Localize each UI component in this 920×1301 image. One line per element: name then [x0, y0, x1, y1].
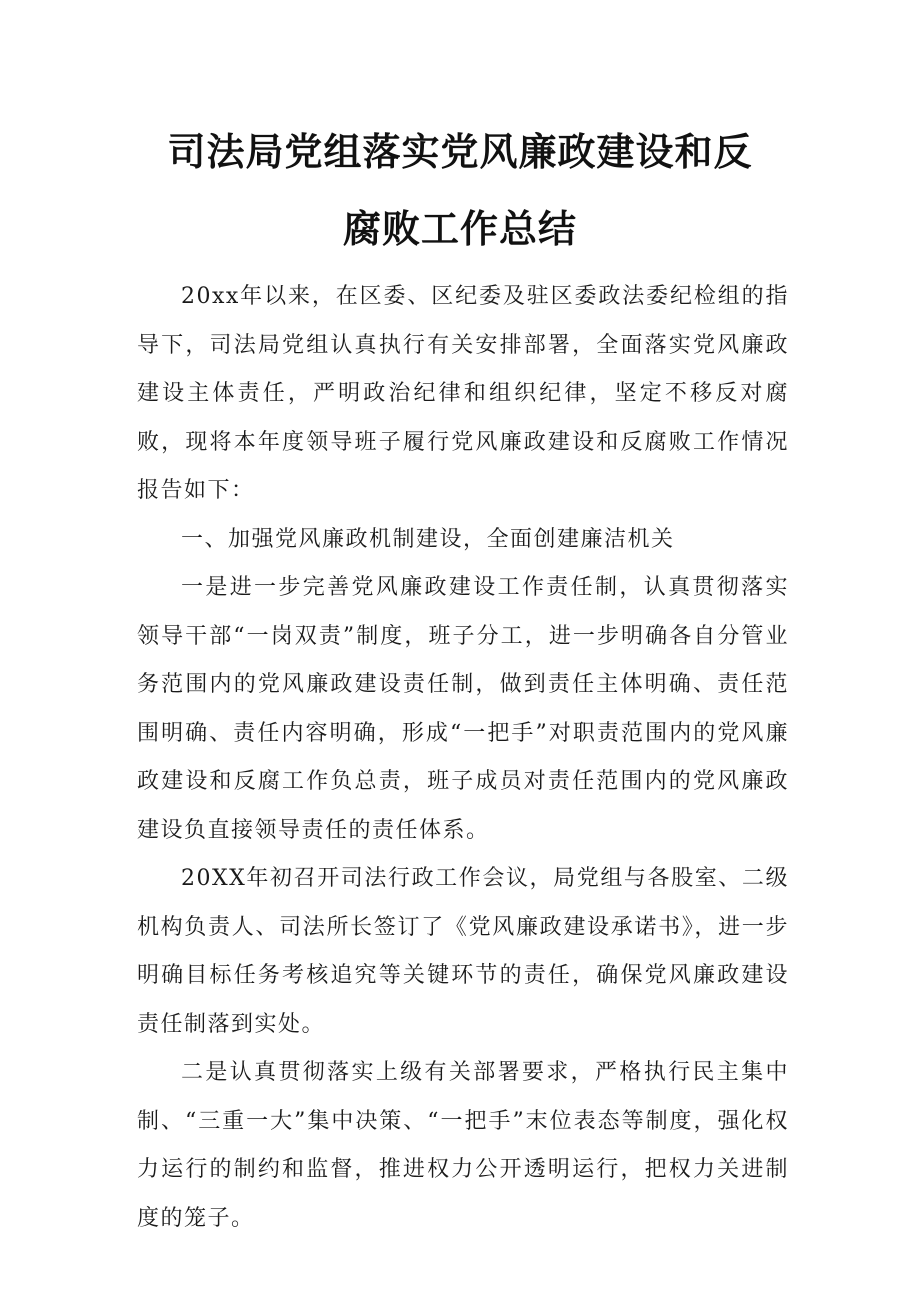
paragraph-point-1: 一是进一步完善党风廉政建设工作责任制，认真贯彻落实领导干部“一岗双责”制度，班子分工，进一步明确各自分管业务范围内的党风廉政建设责任制，做到责任主体明确、责任范围明确、责任内容明确，形成“一把手”对职责范围内的党风廉政建设和反腐工作负总责，班子成员对责任范围内的党风廉政建设负直接领导责任的责任体系。	[137, 575, 789, 843]
document-title-line-1: 司法局党组落实党风廉政建设和反	[167, 130, 753, 174]
section-heading-1: 一、加强党风廉政机制建设，全面创建廉洁机关	[181, 526, 675, 552]
document-title-line-2: 腐败工作总结	[342, 207, 577, 251]
document-body	[137, 273, 789, 1243]
paragraph-meeting: 20XX年初召开司法行政工作会议，局党组与各股室、二级机构负责人、司法所长签订了《党风廉政建设承诺书》，进一步明确目标任务考核追究等关键环节的责任，确保党风廉政建设责任制落到实处。	[137, 866, 789, 1037]
paragraph-intro: 20xx年以来，在区委、区纪委及驻区委政法委纪检组的指导下，司法局党组认真执行有关安排部署，全面落实党风廉政建设主体责任，严明政治纪律和组织纪律，坚定不移反对腐败，现将本年度领导班子履行党风廉政建设和反腐败工作情况报告如下：	[137, 284, 789, 503]
paragraph-point-2: 二是认真贯彻落实上级有关部署要求，严格执行民主集中制、“三重一大”集中决策、“一把手”末位表态等制度，强化权力运行的制约和监督，推进权力公开透明运行，把权力关进制度的笼子。	[137, 1060, 789, 1231]
